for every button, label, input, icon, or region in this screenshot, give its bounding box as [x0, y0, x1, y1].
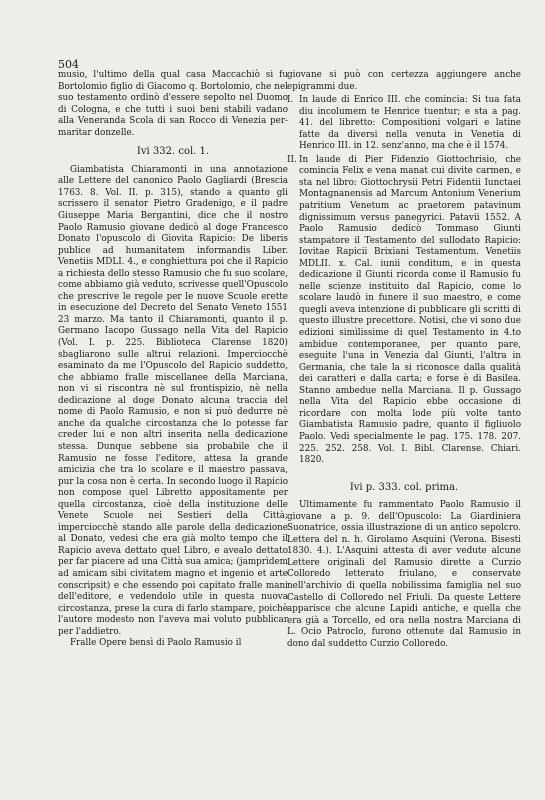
right-column	[287, 70, 521, 650]
page-number: 504	[58, 58, 79, 71]
epigram-item-2	[287, 155, 521, 467]
item-text: In laude di Enrico III. che comincia: Si tua fata diu incolumem te Henrice tuentur; e sta a pag. 41. del libretto: Compositioni volgari e latine fatte da diversi nella venuta in Venetia di Henrico III. in 12. senz'anno, ma che è il 1574.	[299, 95, 521, 152]
right-body-paragraph: Ultimamente fu rammentato Paolo Ramusio il giovane a p. 9. dell'Opuscolo: La Giardiniera Suonatrice, ossia illustrazione di un antico sepolcro. Lettera del n. h. Girolamo Asquini (Verona. Bisesti 1830. 4.). L'Asquini attesta di aver vedute alcune Lettere originali del Ramusio dirette a Curzio Colloredo letterato friulano, e conservate nell'archivio di quella nobilissima famiglia nel suo Castello di Colloredo nel Friuli. Da queste Lettere apparisce che alcune Lapidi antiche, e quella che era già a Torcello, ed ora nella nostra Marciana di L. Ocio Patroclo, furono ottenute dal Ramusio in dono dal suddetto Curzio Colloredo.	[287, 500, 521, 649]
right-intro-paragraph: giovane si può con certezza aggiungere anche epigrammi due.	[287, 70, 521, 92]
item-text: In laude di Pier Fidenzio Giottochrisio, che comincia Felix e vena manat cui divite carmen, e sta nel libro: Giottochrysii Petri Fidentii Iunctaei Montagnanensis ad Marcum Antonium Venerium patritium Venetum ac praetorem patavinum dignissimum versus panegyrici. Patavii 1552. A Paolo Ramusio dedicò Tommaso Giunti stampatore il Testamento del sullodato Rapicio: Iovitae Rapicii Brixiani Testamentum. Venetiis MDLII. x. Cal. iunii conditum, e in questa dedicazione il Giunti ricorda come il Ramusio fu nelle scienze instituito dal Rapicio, come lo scolare laudò in funere il suo maestro, e come quegli aveva intenzione di pubblicare gli scritti di questo illustre precettore. Notisi, che vi sono due edizioni simìlissime di quel Testamento in 4.to ambidue contemporanee, per quanto pare, eseguite l'una in Venezia dal Giunti, l'altra in Germania, che tale la si riconosce dalla qualità dei caratteri e dalla carta; e forse è di Basilea. Stanno ambedue nella Marciana. Il p. Gussago nella Vita del Rapicio ebbe occasione di ricordare con molta lode più volte tanto Giambatista Ramusio padre, quanto il figliuolo Paolo. Vedi specialmente le pag. 175. 178. 207. 225. 252. 258. Vol. I. Bibl. Clarense. Chiari. 1820.	[299, 154, 521, 466]
right-section-heading: Ivi p. 333. col. prima.	[349, 481, 459, 493]
left-intro-paragraph: musio, l'ultimo della qual casa Maccachiò si fu Bortolomio figlio di Giacomo q. Bortolomio, che nel suo testamento ordinò d'essere sepolto nel Duomo di Cologna, e che tutti i suoi beni stabili vadano alla Veneranda Scola di san Rocco di Venezia per-maritar donzelle.	[58, 70, 288, 138]
epigram-item-1	[287, 95, 521, 153]
item-number: I.	[287, 95, 294, 106]
left-section-heading: Ivi 332. col. 1.	[136, 146, 210, 158]
item-number: II.	[287, 154, 297, 165]
left-column	[58, 70, 288, 650]
left-body-paragraph: Giambatista Chiaramonti in una annotazione alle Lettere del canonico Paolo Gagliardi (Brescia 1763. 8. Vol. II. p. 315), stando a quanto gli scrissero il senator Pietro Gradenigo, e il padre Giuseppe Maria Bergantini, dice che il nostro Paolo Ramusio giovane dedicò al doge Francesco Donato l'opuscolo di Giovita Rapicio: De liberis publice ad humanitatem informandis Liber. Venetiis MDLI. 4., e conghiettura poi che il Rapicio a richiesta dello stesso Ramusio che fu suo scolare, come abbiamo già veduto, scrivesse quell'Opuscolo che prescrive le regole per le nuove Scuole erette in esecuzione del Decreto del Senato Veneto 1551 23 marzo. Ma tanto il Chiaramonti, quanto il p. Germano Iacopo Gussago nella Vita del Rapicio (Vol. I. p. 225. Biblioteca Clarense 1820) sbagliarono sulle altrui relazioni. Imperciocchè esaminato da me l'Opuscolo del Rapicio suddetto, che abbiamo fralle miscellanee della Marciana, non vi si riscontra nè sul frontispizio, nè nella dedicazione al doge Donato alcuna traccia del nome di Paolo Ramusio, e non si può dedurre nè anche da qualche circostanza che lo potesse far creder lui e non altri inserita nella dedicazione stessa. Dunque sebbene sia probabile che il Ramusio ne fosse l'editore, attesa la grande amicizia che tra lo scolare e il maestro passava, pur la cosa non è certa. In secondo luogo il Rapicio non compose quel Libretto appositamente per quella circostanza, cioè della instituzione delle Venete Scuole nei Sestieri della Città; imperciocchè stando alle parole della dedicazione al Donato, vedesi che era già molto tempo che il Rapicio aveva dettato quel Libro, e avealo dettato per far piacere ad una Città sua amica; (jamprìdem ad amicam sibi civitatem magno et ingenio et arte conscripsit) e che essendo poi capitato fralle mani dell'editore, e vedendolo utile in questa nuova circostanza, prese la cura di farlo stampare, poichè l'autore modesto non l'aveva mai voluto pubblicar per l'addietro.	[58, 164, 288, 637]
left-closing-line: Fralle Opere bensì di Paolo Ramusio il	[70, 638, 242, 649]
